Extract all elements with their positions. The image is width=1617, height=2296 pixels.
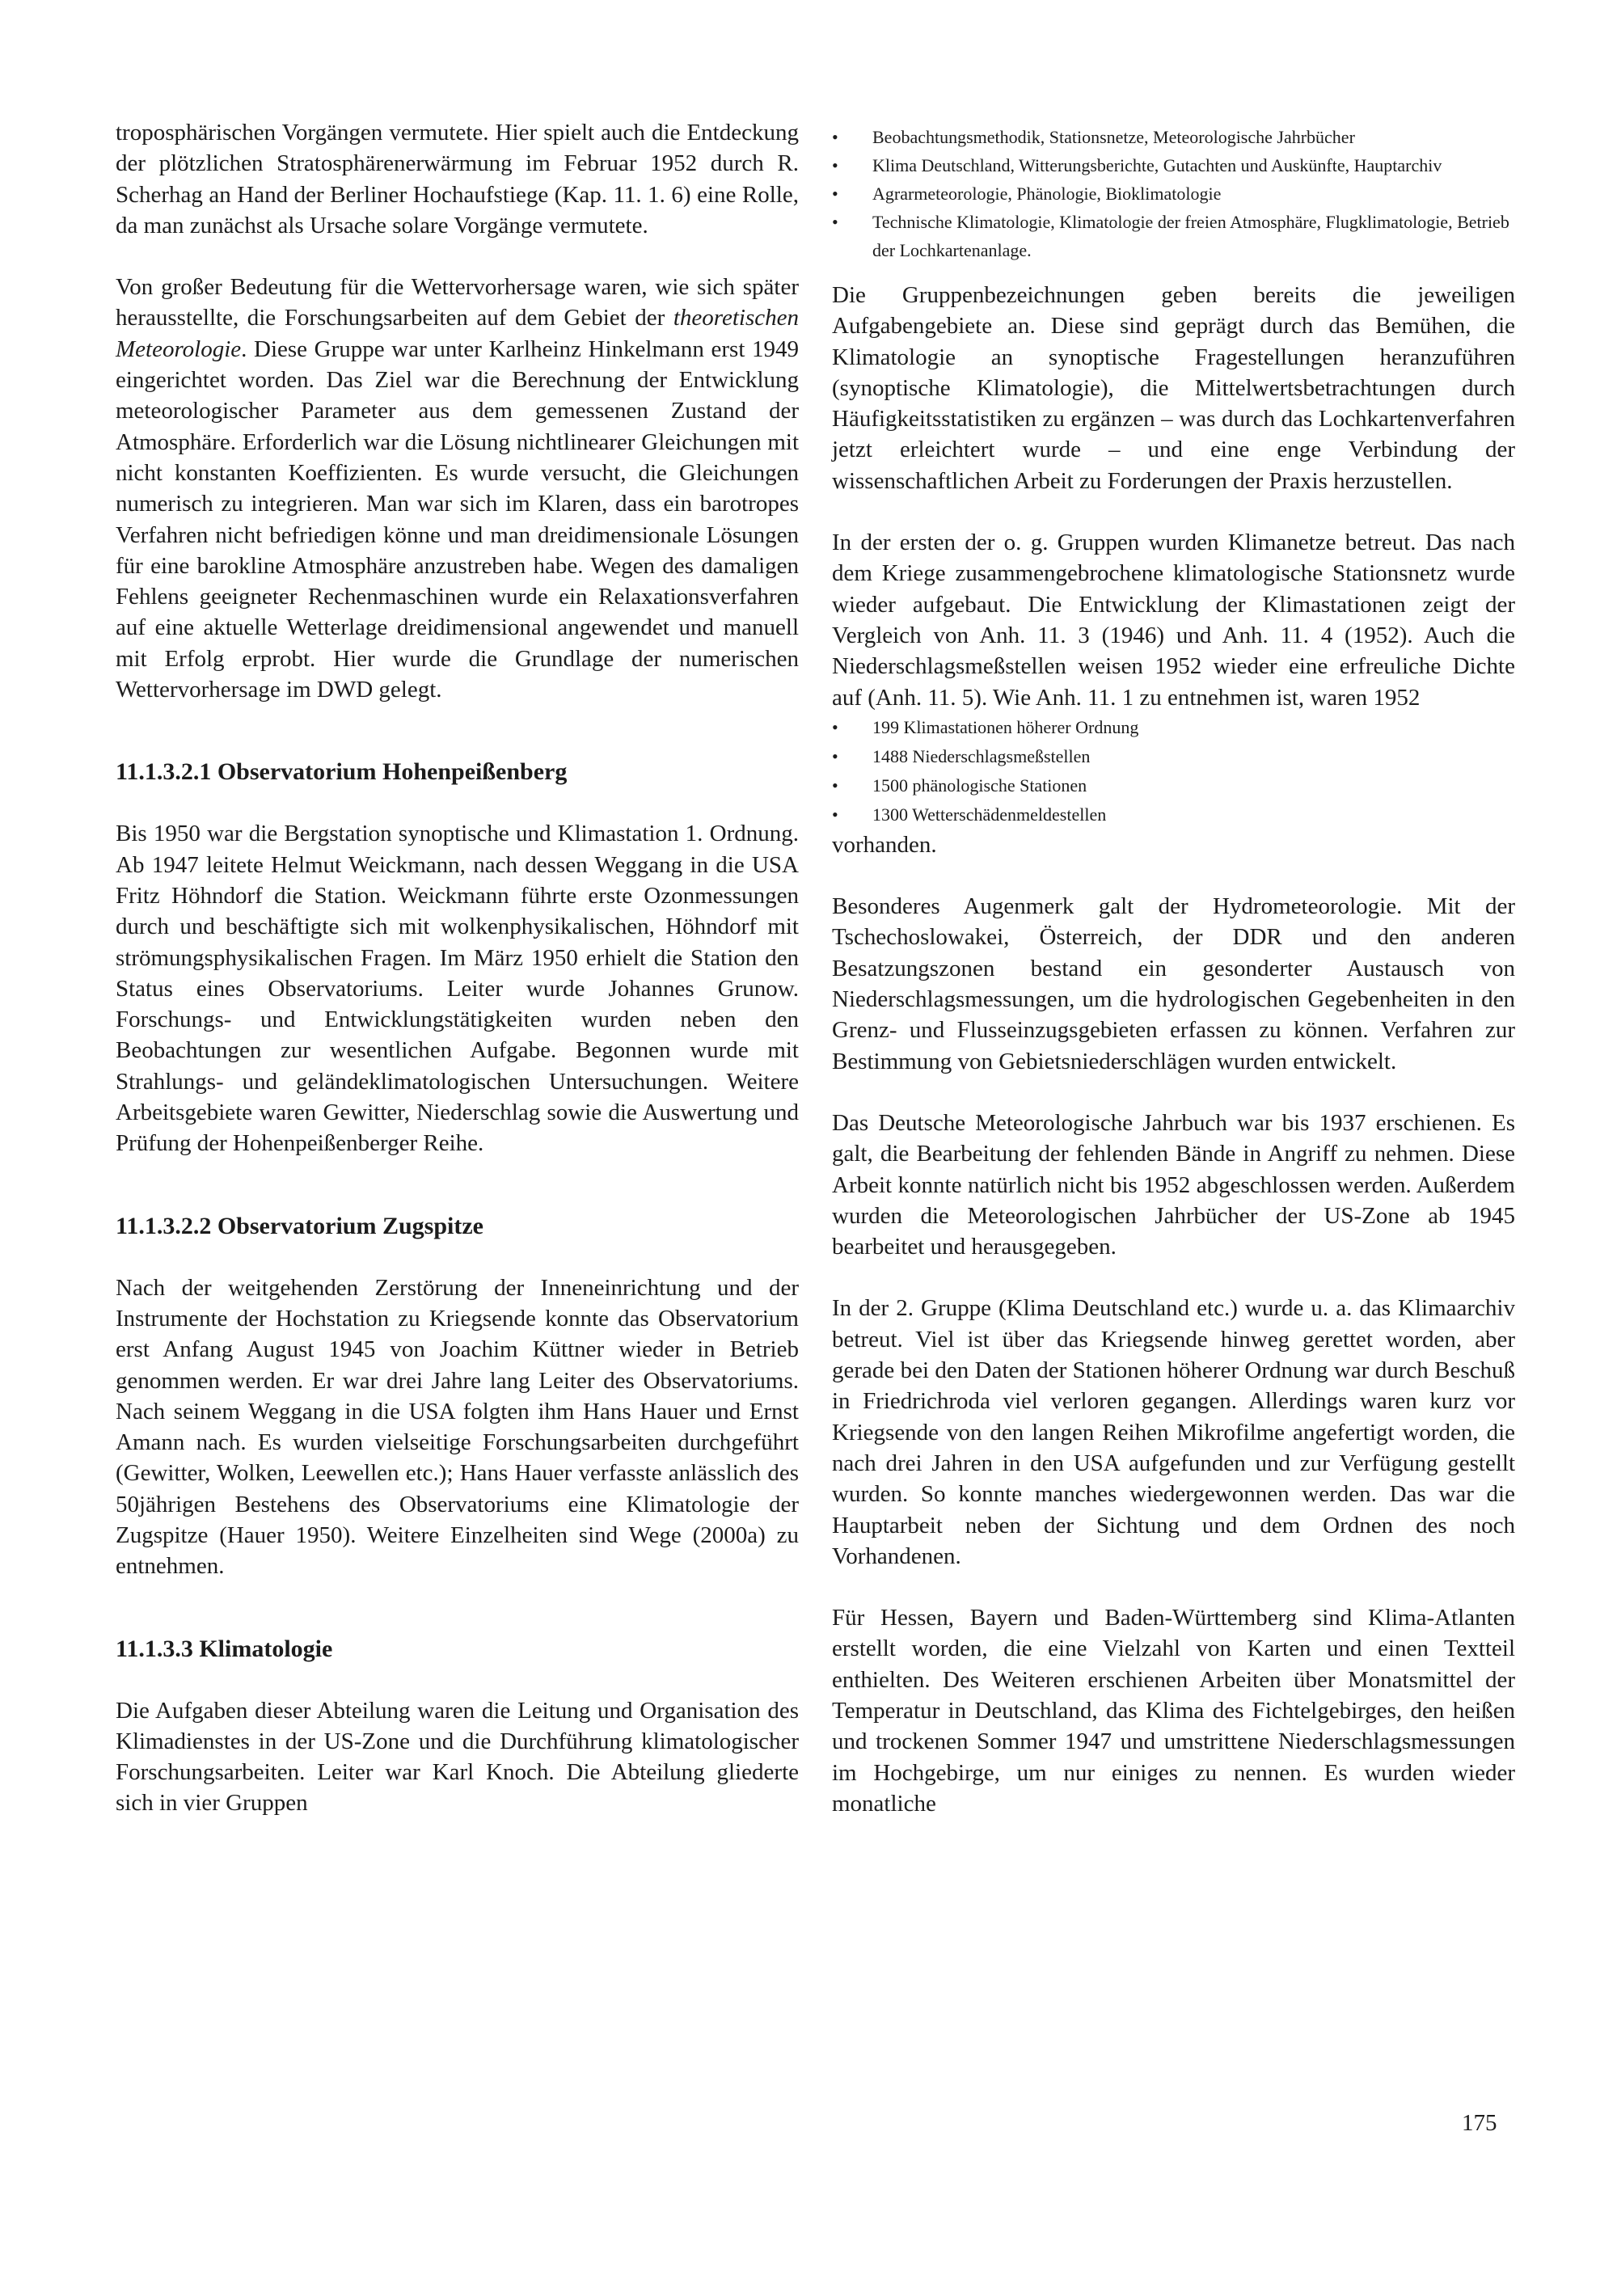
list-item <box>832 123 1515 151</box>
group-list <box>832 123 1515 264</box>
paragraph-tropospheric: troposphärischen Vorgängen vermutete. Hier spielt auch die Entdeckung der plötzlichen Stratosphärenerwärmung im Februar 1952 durch R. Scherhag an Hand der Berliner Hochaufstiege (Kap. 11. 1. 6) eine Rolle, da man zunächst als Ursache solare Vorgänge vermutete. <box>116 120 799 238</box>
list-item-text: 199 Klimastationen höherer Ordnung <box>872 716 1139 737</box>
list-item-text: Technische Klimatologie, Klimatologie der freien Atmosphäre, Flugklimatologie, Betrieb der Lochkartenanlage. <box>872 212 1509 260</box>
list-item-text: 1488 Niederschlagsmeßstellen <box>872 745 1091 766</box>
paragraph-hohenpeissenberg: Bis 1950 war die Bergstation synoptische und Klimastation 1. Ordnung. Ab 1947 leitete Helmut Weickmann, nach dessen Weggang in die USA Fritz Höhndorf die Station. Weickmann führte erste Ozonmessungen durch und beschäftigte sich mit wolkenphysikalischen, Höhndorf mit strömungsphysikalischen Fragen. Im März 1950 erhielt die Station den Status eines Observatoriums. Leiter wurde Johannes Grunow. Forschungs- und Entwicklungstätigkeiten wurden neben den Beobachtungen zur wesentlichen Aufgabe. Begonnen wurde mit Strahlungs- und geländeklimatologischen Untersuchungen. Weitere Arbeitsgebiete waren Gewitter, Niederschlag sowie die Auswertung und Prüfung der Hohenpeißenberger Reihe. <box>116 821 799 1157</box>
list-item-text: 1500 phänologische Stationen <box>872 774 1087 796</box>
bullet-icon: • <box>832 127 838 147</box>
list-item-text: Beobachtungsmethodik, Stationsnetze, Meteorologische Jahrbücher <box>872 127 1355 147</box>
list-item-text: 1300 Wetterschädenmeldestellen <box>872 804 1107 825</box>
paragraph-group-names: Die Gruppenbezeichnungen geben bereits die jeweiligen Aufgabengebiete an. Diese sind geprägt durch das Bemühen, die Klimatologie an synoptische Fragestellungen heranzuführen (synoptische Klimatologie), die Mittelwertsbetrachtungen durch Häufigkeitsstatistiken zu ergänzen – was durch das Lochkartenverfahren jetzt erleichtert wurde – und eine enge Verbindung der wissenschaftlichen Arbeit zu Forderungen der Praxis herzustellen. <box>832 282 1515 494</box>
list-item <box>832 208 1515 264</box>
paragraph-theoretical-meteorology <box>116 272 799 705</box>
section-heading-zugspitze: 11.1.3.2.2 Observatorium Zugspitze <box>116 1212 483 1239</box>
paragraph-climate-atlases: Für Hessen, Bayern und Baden-Württemberg sind Klima-Atlanten erstellt worden, die eine Vielzahl von Karten und einen Textteil enthielten. Des Weiteren erschienen Arbeiten über Monatsmittel der Temperatur in Deutschland, das Klima des Fichtelgebirges, den heißen und trockenen Sommer 1947 und umstrittene Niederschlagsmessungen im Hochgebirge, um nur einiges zu nennen. Es wurden wieder monatliche <box>832 1605 1515 1817</box>
right-column <box>832 123 1515 1819</box>
paragraph-klimatologie: Die Aufgaben dieser Abteilung waren die Leitung und Organisation des Klimadienstes in der US-Zone und die Durchführung klimatologischer Forschungsarbeiten. Leiter war Karl Knoch. Die Abteilung gliederte sich in vier Gruppen <box>116 1697 799 1817</box>
bullet-icon: • <box>832 745 838 766</box>
list-item <box>832 771 1515 800</box>
list-item-text: Klima Deutschland, Witterungsberichte, Gutachten und Auskünfte, Hauptarchiv <box>872 155 1442 175</box>
section-heading-klimatologie: 11.1.3.3 Klimatologie <box>116 1635 333 1662</box>
bullet-icon: • <box>832 184 838 204</box>
paragraph-climate-archive: In der 2. Gruppe (Klima Deutschland etc.) wurde u. a. das Klimaarchiv betreut. Viel ist über das Kriegsende hinweg gerettet worden, aber gerade bei den Daten der Stationen höherer Ordnung war durch Beschuß in Friedrichroda viel verloren gegangen. Allerdings waren kurz vor Kriegsende von den langen Reihen Mikrofilme angefertigt worden, die nach drei Jahren in den USA aufgefunden und zur Verfügung gestellt wurden. So konnte manches wiedergewonnen werden. Das war die Hauptarbeit neben der Sichtung und dem Ordnen des noch Vorhandenen. <box>832 1295 1515 1569</box>
paragraph-hydrometeorology: Besonderes Augenmerk galt der Hydrometeorologie. Mit der Tschechoslowakei, Österreich, der DDR und den anderen Besatzungszonen bestand ein gesonderter Austausch von Niederschlagsmessungen, um die hydrologischen Gegebenheiten in den Grenz- und Flusseinzugsgebieten erfassen zu können. Verfahren zur Bestimmung von Gebietsniederschlägen wurden entwickelt. <box>832 893 1515 1074</box>
paragraph-vorhanden: vorhanden. <box>832 831 937 858</box>
list-item-text: Agrarmeteorologie, Phänologie, Bioklimatologie <box>872 184 1222 204</box>
section-heading-hohenpeissenberg: 11.1.3.2.1 Observatorium Hohenpeißenberg <box>116 758 568 786</box>
list-item <box>832 713 1515 742</box>
emphasis-theoretical-meteorology: theoretischen Meteorologie <box>116 305 799 362</box>
paragraph-yearbook: Das Deutsche Meteorologische Jahrbuch war bis 1937 erschienen. Es galt, die Bearbeitung der fehlenden Bände in Angriff zu nehmen. Diese Arbeit konnte natürlich nicht bis 1952 abgeschlossen werden. Außerdem wurden die Meteorologischen Jahrbücher der US-Zone ab 1945 bearbeitet und herausgegeben. <box>832 1109 1515 1260</box>
paragraph-text: Von großer Bedeutung für die Wettervorhersage waren, wie sich später herausstellte, die Forschungsarbeiten auf dem Gebiet der <box>116 274 799 331</box>
paragraph-climate-networks: In der ersten der o. g. Gruppen wurden Klimanetze betreut. Das nach dem Kriege zusammengebrochene klimatologische Stationsnetz wurde wieder aufgebaut. Die Entwicklung der Klimastationen zeigt der Vergleich von Anh. 11. 3 (1946) und Anh. 11. 4 (1952). Auch die Niederschlagsmeßstellen weisen 1952 wieder eine erfreuliche Dichte auf (Anh. 11. 5). Wie Anh. 11. 1 zu entnehmen ist, waren 1952 <box>832 530 1515 711</box>
list-item <box>832 151 1515 179</box>
list-item <box>832 800 1515 829</box>
bullet-icon: • <box>832 804 838 825</box>
station-list <box>832 713 1515 829</box>
paragraph-zugspitze: Nach der weitgehenden Zerstörung der Inneneinrichtung und der Instrumente der Hochstation zu Kriegsende konnte das Observatorium erst Anfang August 1945 von Joachim Küttner wieder in Betrieb genommen werden. Er war drei Jahre lang Leiter des Observatoriums. Nach seinem Weggang in die USA folgten ihm Hans Hauer und Ernst Amann nach. Es wurden vielseitige Forschungsarbeiten durchgeführt (Gewitter, Wolken, Leewellen etc.); Hans Hauer verfasste anlässlich des 50jährigen Bestehens des Observatoriums eine Klimatologie der Zugspitze (Hauer 1950). Weitere Einzelheiten sind Wege (2000a) zu entnehmen. <box>116 1274 799 1580</box>
left-column <box>116 117 799 1819</box>
bullet-icon: • <box>832 716 838 737</box>
bullet-icon: • <box>832 212 838 232</box>
list-item <box>832 742 1515 771</box>
list-item <box>832 179 1515 208</box>
bullet-icon: • <box>832 774 838 796</box>
paragraph-text: . Diese Gruppe war unter Karlheinz Hinkelmann erst 1949 eingerichtet worden. Das Ziel war die Berechnung der Entwicklung meteorologischer Parameter aus dem gemessenen Zustand der Atmosphäre. Erforderlich war die Lösung nichtlinearer Gleichungen mit nicht konstanten Koeffizienten. Es wurde versucht, die Gleichungen numerisch zu integrieren. Man war sich im Klaren, dass ein barotropes Verfahren nicht befriedigen könne und man dreidimensionale Lösungen für eine barokline Atmosphäre anzustreben habe. Wegen des damaligen Fehlens geeigneter Rechenmaschinen wurde ein Relaxationsverfahren auf eine aktuelle Wetterlage dreidimensional angewendet und manuell mit Erfolg erprobt. Hier wurde die Grundlage der numerischen Wettervorhersage im DWD gelegt. <box>116 336 799 703</box>
page-number: 175 <box>1462 2110 1497 2136</box>
bullet-icon: • <box>832 155 838 175</box>
